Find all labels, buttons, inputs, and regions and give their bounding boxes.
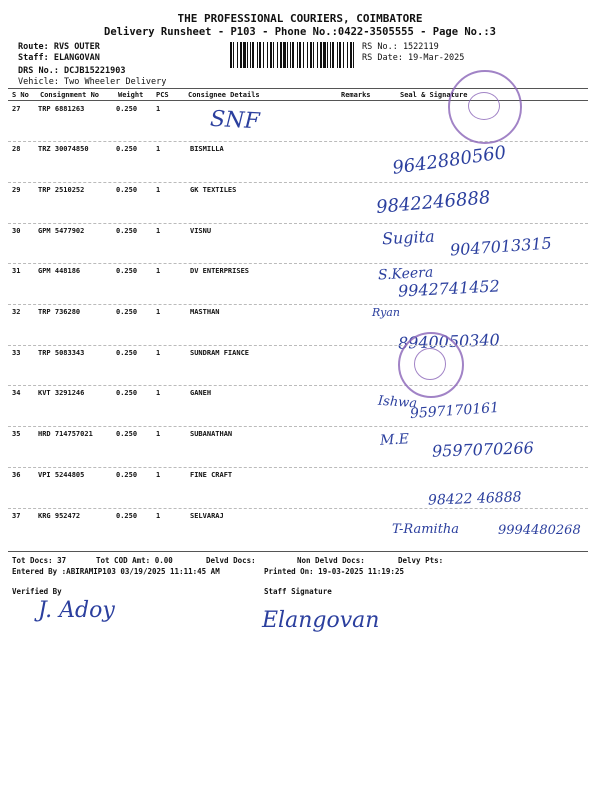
rs-number: RS No.: 1522119 (362, 42, 439, 52)
rs-date: RS Date: 19-Mar-2025 (362, 53, 465, 63)
row-pcs: 1 (156, 512, 161, 520)
recipient-handwriting: Sugita (381, 226, 436, 249)
drs-number: DRS No.: DCJB15221903 (18, 66, 126, 76)
barcode-bar (240, 42, 242, 68)
row-separator (8, 223, 588, 224)
col-consignee: Consignee Details (188, 91, 260, 99)
recipient-handwriting: Ryan (372, 306, 400, 319)
row-separator (8, 508, 588, 509)
recipient-handwriting: 9047013315 (449, 233, 553, 260)
barcode-bar (347, 42, 348, 68)
row-pcs: 1 (156, 186, 161, 194)
row-weight: 0.250 (116, 389, 138, 397)
recipient-handwriting: S.Keera (377, 264, 434, 284)
row-pcs: 1 (156, 389, 161, 397)
row-consignee: DV ENTERPRISES (190, 267, 250, 275)
barcode-bar (230, 42, 232, 68)
barcode-bar (267, 42, 268, 68)
barcode-bar (243, 42, 246, 68)
barcode-bar (337, 42, 338, 68)
recipient-handwriting: 98422 46888 (427, 489, 522, 509)
row-consignee: SUNDRAM FIANCE (190, 349, 250, 357)
row-separator (8, 263, 588, 264)
total-cod: Tot COD Amt: 0.00 (96, 556, 173, 565)
barcode-bar (250, 42, 251, 68)
barcode-bar (247, 42, 248, 68)
barcode-bar (287, 42, 288, 68)
row-consignee: MASTHAN (190, 308, 220, 316)
barcode (230, 42, 356, 68)
recipient-handwriting: Ishwa (377, 393, 418, 412)
barcode-bar (339, 42, 341, 68)
row-sno: 34 (12, 389, 21, 397)
row-weight: 0.250 (116, 145, 138, 153)
recipient-handwriting: 8940050340 (397, 330, 501, 353)
row-sno: 33 (12, 349, 21, 357)
row-weight: 0.250 (116, 349, 138, 357)
recipient-handwriting: SNF (209, 106, 261, 135)
barcode-bar (292, 42, 294, 68)
company-name: THE PROFESSIONAL COURIERS, COIMBATORE (177, 12, 423, 25)
row-sno: 29 (12, 186, 21, 194)
barcode-bar (297, 42, 298, 68)
row-weight: 0.250 (116, 227, 138, 235)
recipient-handwriting: T-Ramitha (392, 522, 460, 537)
row-pcs: 1 (156, 227, 161, 235)
row-separator (8, 467, 588, 468)
delivery-points: Delvy Pts: (398, 556, 444, 565)
row-sno: 37 (12, 512, 21, 520)
total-docs: Tot Docs: 37 (12, 556, 67, 565)
barcode-bar (307, 42, 308, 68)
barcode-bar (270, 42, 272, 68)
row-consignment: KVT 3291246 (38, 389, 85, 397)
row-separator (8, 345, 588, 346)
barcode-bar (353, 42, 354, 68)
footer-rule (8, 551, 588, 552)
recipient-handwriting: 9842246888 (375, 187, 492, 218)
row-sno: 28 (12, 145, 21, 153)
printed-on: Printed On: 19-03-2025 11:19:25 (264, 567, 404, 576)
recipient-handwriting: 9994480268 (498, 523, 581, 538)
row-consignment: GPM 448186 (38, 267, 81, 275)
barcode-bar (330, 42, 331, 68)
row-consignment: TRP 2510252 (38, 186, 85, 194)
row-weight: 0.250 (116, 105, 138, 113)
row-consignment: GPM 5477902 (38, 227, 85, 235)
delivered-docs: Delvd Docs: (206, 556, 256, 565)
row-weight: 0.250 (116, 430, 138, 438)
row-sno: 36 (12, 471, 21, 479)
row-separator (8, 182, 588, 183)
col-seal: Seal & Signature (400, 91, 468, 99)
row-consignment: TRZ 30074850 (38, 145, 89, 153)
barcode-bar (343, 42, 344, 68)
row-pcs: 1 (156, 349, 161, 357)
row-consignment: KRG 952472 (38, 512, 81, 520)
row-pcs: 1 (156, 308, 161, 316)
staff-signature-label: Staff Signature (264, 587, 332, 596)
runsheet-subtitle: Delivery Runsheet - P103 - Phone No.:0422-3505555 - Page No.:3 (104, 26, 496, 38)
row-pcs: 1 (156, 105, 161, 113)
barcode-bar (327, 42, 328, 68)
row-pcs: 1 (156, 267, 161, 275)
barcode-bar (280, 42, 282, 68)
row-separator (8, 304, 588, 305)
row-sno: 35 (12, 430, 21, 438)
verified-by-label: Verified By (12, 587, 62, 596)
col-pcs: PCS (156, 91, 169, 99)
row-consignment: HRD 714757021 (38, 430, 93, 438)
verifier-signature: J. Adoy (38, 598, 115, 623)
col-consignment: Consignment No (40, 91, 100, 99)
barcode-bar (273, 42, 274, 68)
row-pcs: 1 (156, 145, 161, 153)
barcode-bar (317, 42, 318, 68)
entered-by: Entered By :ABIRAMIP103 03/19/2025 11:11:45 AM (12, 567, 220, 576)
recipient-handwriting: 9597070266 (431, 438, 535, 461)
barcode-bar (332, 42, 334, 68)
barcode-bar (237, 42, 238, 68)
barcode-bar (257, 42, 258, 68)
barcode-bar (299, 42, 301, 68)
row-consignee: GK TEXTILES (190, 186, 237, 194)
recipient-handwriting: 9942741452 (397, 276, 501, 301)
row-separator (8, 385, 588, 386)
row-sno: 32 (12, 308, 21, 316)
row-weight: 0.250 (116, 186, 138, 194)
barcode-bar (277, 42, 278, 68)
barcode-bar (263, 42, 264, 68)
row-weight: 0.250 (116, 267, 138, 275)
row-pcs: 1 (156, 471, 161, 479)
barcode-bar (313, 42, 314, 68)
col-remarks: Remarks (341, 91, 371, 99)
row-consignee: VISNU (190, 227, 212, 235)
staff-handwritten-signature: Elangovan (262, 608, 380, 633)
row-consignment: VPI 5244805 (38, 471, 85, 479)
route-label: Route: RVS OUTER (18, 42, 100, 52)
barcode-bar (350, 42, 352, 68)
barcode-bar (233, 42, 234, 68)
row-consignee: BISMILLA (190, 145, 224, 153)
barcode-bar (290, 42, 291, 68)
row-separator (8, 426, 588, 427)
row-consignee: SUBANATHAN (190, 430, 233, 438)
row-weight: 0.250 (116, 471, 138, 479)
barcode-bar (259, 42, 261, 68)
row-sno: 27 (12, 105, 21, 113)
row-weight: 0.250 (116, 512, 138, 520)
barcode-bar (303, 42, 304, 68)
row-separator (8, 141, 588, 142)
barcode-bar (323, 42, 326, 68)
barcode-bar (320, 42, 322, 68)
row-sno: 31 (12, 267, 21, 275)
row-consignee: GANEH (190, 389, 212, 397)
non-delivered-docs: Non Delvd Docs: (297, 556, 365, 565)
col-sno: S No (12, 91, 29, 99)
row-sno: 30 (12, 227, 21, 235)
row-pcs: 1 (156, 430, 161, 438)
row-consignment: TRP 736280 (38, 308, 81, 316)
recipient-handwriting: 9642880560 (391, 142, 508, 179)
row-consignee: SELVARAJ (190, 512, 224, 520)
barcode-bar (283, 42, 286, 68)
col-weight: Weight (118, 91, 144, 99)
staff-label: Staff: ELANGOVAN (18, 53, 100, 63)
row-consignment: TRP 5083343 (38, 349, 85, 357)
courier-seal-inner (468, 92, 500, 120)
barcode-bar (310, 42, 312, 68)
row-weight: 0.250 (116, 308, 138, 316)
vehicle-label: Vehicle: Two Wheeler Delivery (18, 77, 167, 87)
row-consignee: FINE CRAFT (190, 471, 233, 479)
recipient-handwriting: M.E (379, 431, 410, 449)
company-seal-inner (414, 348, 446, 380)
row-consignment: TRP 6881263 (38, 105, 85, 113)
barcode-bar (252, 42, 254, 68)
recipient-handwriting: 9597170161 (409, 399, 500, 423)
